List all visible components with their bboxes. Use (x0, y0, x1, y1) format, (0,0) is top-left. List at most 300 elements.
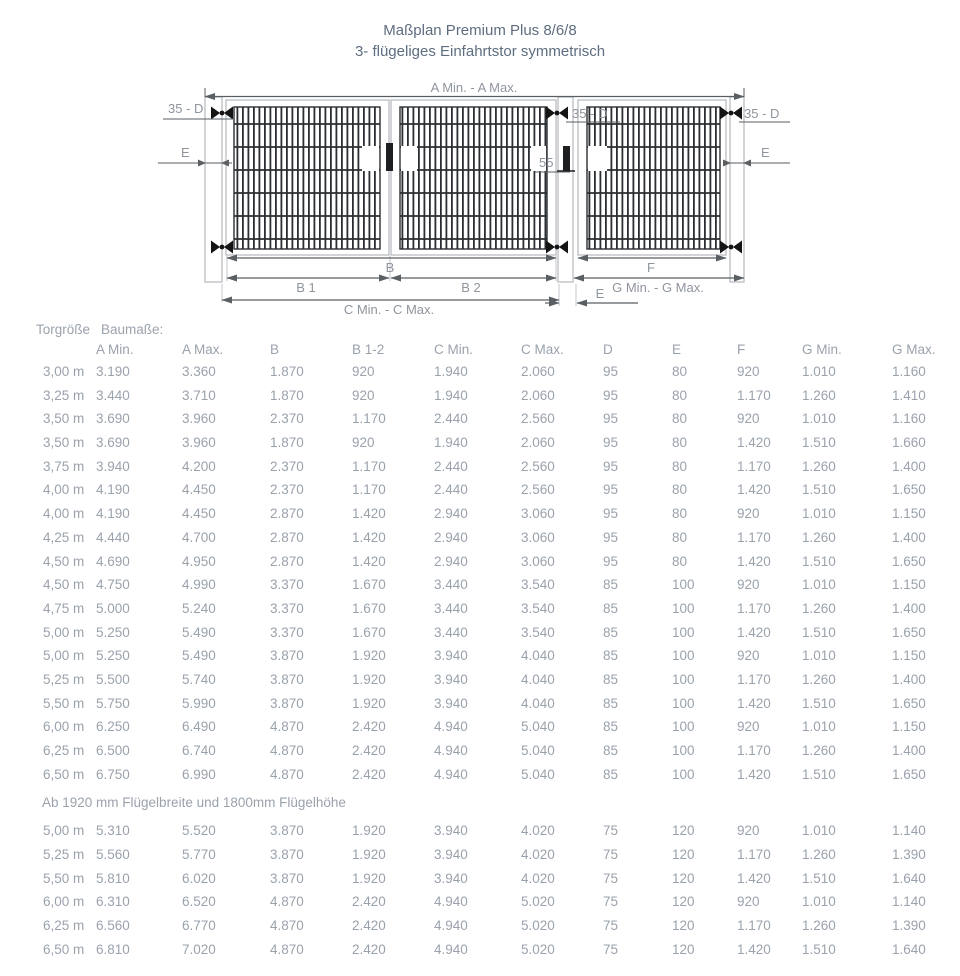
header-cell: C Min. (434, 342, 474, 357)
cell: 80 (672, 458, 688, 474)
dim-label-a: A Min. - A Max. (430, 80, 518, 95)
cell: 95 (603, 458, 619, 474)
cell: 100 (672, 577, 695, 593)
cell: 3.940 (434, 648, 468, 664)
cell: 3.690 (96, 435, 130, 451)
cell: 3.870 (270, 870, 304, 886)
lockbox-notch (588, 146, 607, 171)
cell: 1.140 (892, 823, 926, 839)
cell: 1.400 (892, 600, 926, 616)
cell: 75 (603, 823, 619, 839)
cell: 1.510 (802, 624, 836, 640)
cell: 3.940 (96, 458, 130, 474)
lockbox-notch (401, 146, 417, 171)
table-row (0, 890, 960, 914)
cell: 1.150 (892, 648, 926, 664)
cell: 75 (603, 894, 619, 910)
cell: 80 (672, 482, 688, 498)
cell: 100 (672, 766, 695, 782)
cell: 120 (672, 918, 695, 934)
cell: 85 (603, 766, 619, 782)
cell: 1.920 (352, 823, 386, 839)
cell: 1.170 (737, 600, 771, 616)
cell: 2.420 (352, 894, 386, 910)
dim-label-f: F (647, 260, 655, 275)
cell: 3.960 (182, 435, 216, 451)
cell: 5.040 (521, 719, 555, 735)
cell: 3.060 (521, 529, 555, 545)
cell: 3.690 (96, 411, 130, 427)
cell: 1.170 (737, 458, 771, 474)
cell: 80 (672, 435, 688, 451)
dim-label-e-left: E (181, 145, 190, 160)
cell: 4.700 (182, 529, 216, 545)
cell: 5,25 m (43, 671, 85, 687)
cell: 1.920 (352, 870, 386, 886)
cell: 1.010 (802, 577, 836, 593)
cell: 3.940 (434, 847, 468, 863)
cell: 3.940 (434, 870, 468, 886)
cell: 80 (672, 506, 688, 522)
cell: 1.400 (892, 671, 926, 687)
dim-label-55: 55 (539, 155, 554, 170)
cell: 100 (672, 671, 695, 687)
cell: 95 (603, 411, 619, 427)
cell: 1.160 (892, 364, 926, 379)
cell: 2.440 (434, 411, 468, 427)
table-row (0, 621, 960, 645)
cell: 3.940 (434, 695, 468, 711)
cell: 3.940 (434, 823, 468, 839)
cell: 100 (672, 600, 695, 616)
table-header-group (0, 320, 960, 340)
header-cell: E (672, 342, 682, 357)
table-row (0, 715, 960, 739)
cell: 920 (737, 411, 760, 427)
header-cell: B (270, 342, 280, 357)
cell: 4.020 (521, 823, 555, 839)
cell: 3.540 (521, 624, 555, 640)
cell: 5.250 (96, 648, 130, 664)
cell: 5.020 (521, 941, 555, 957)
cell: 1.650 (892, 553, 926, 569)
cell: 6,50 m (43, 941, 85, 957)
cell: 85 (603, 577, 619, 593)
table-row (0, 502, 960, 526)
cell: 1.150 (892, 577, 926, 593)
cell: 1.660 (892, 435, 926, 451)
cell: 95 (603, 506, 619, 522)
page-subtitle: 3- flügeliges Einfahrtstor symmetrisch (354, 43, 606, 60)
right-post (730, 97, 744, 282)
cell: 1.920 (352, 847, 386, 863)
cell: 1.420 (737, 482, 771, 498)
cell: 1.870 (270, 387, 304, 403)
dim-label-b: B (385, 260, 395, 275)
cell: 4.020 (521, 870, 555, 886)
cell: 1.260 (802, 529, 836, 545)
cell: 4.940 (434, 766, 468, 782)
table-row (0, 668, 960, 692)
cell: 1.010 (802, 719, 836, 735)
cell: 5.310 (96, 823, 130, 839)
cell: 85 (603, 695, 619, 711)
cell: 1.260 (802, 458, 836, 474)
cell: 6,00 m (43, 894, 85, 910)
header-cell: G Max. (892, 342, 936, 357)
cell: 80 (672, 387, 688, 403)
cell: 2.370 (270, 458, 304, 474)
cell: 3.060 (521, 553, 555, 569)
header-cell: B 1-2 (352, 342, 385, 357)
hinge-pin-icon (729, 245, 734, 250)
cell: 4.690 (96, 553, 130, 569)
cell: 1.150 (892, 506, 926, 522)
cell: 4.990 (182, 577, 216, 593)
cell: 1.400 (892, 743, 926, 758)
cell: 120 (672, 823, 695, 839)
cell: 3.940 (434, 671, 468, 687)
cell: 1.170 (737, 671, 771, 687)
table-row (0, 763, 960, 787)
cell: 5.000 (96, 600, 130, 616)
cell: 3.440 (434, 624, 468, 640)
table-row (0, 644, 960, 668)
cell: 80 (672, 411, 688, 427)
cell: 2.560 (521, 482, 555, 498)
cell: 2.420 (352, 719, 386, 735)
cell: 95 (603, 482, 619, 498)
cell: 6,25 m (43, 918, 85, 934)
table-row (0, 819, 960, 843)
cell: 1.420 (737, 695, 771, 711)
cell: 3.870 (270, 823, 304, 839)
cell: 85 (603, 648, 619, 664)
cell: 1.650 (892, 766, 926, 782)
cell: 1.010 (802, 411, 836, 427)
cell: 80 (672, 553, 688, 569)
wing3-mesh (587, 107, 720, 249)
cell: 6.560 (96, 918, 130, 934)
cell: 3.440 (434, 577, 468, 593)
cell: 120 (672, 847, 695, 863)
group-header-label: Baumaße: (101, 322, 164, 337)
cell: 4.940 (434, 719, 468, 735)
cell: 3.710 (182, 387, 216, 403)
cell: 920 (352, 364, 375, 379)
cell: 3,50 m (43, 411, 85, 427)
cell: 1.170 (737, 918, 771, 934)
cell: 100 (672, 695, 695, 711)
cell: 3.540 (521, 577, 555, 593)
cell: 920 (737, 648, 760, 664)
dimension-table (0, 320, 960, 962)
cell: 6.990 (182, 766, 216, 782)
cell: 5.490 (182, 648, 216, 664)
cell: 1.510 (802, 435, 836, 451)
header-cell: A Max. (182, 342, 224, 357)
cell: 2.870 (270, 529, 304, 545)
cell: 4.940 (434, 894, 468, 910)
hinge-pin-icon (220, 111, 225, 116)
lockbox-notch (362, 146, 379, 171)
cell: 2.370 (270, 411, 304, 427)
cell: 3.870 (270, 847, 304, 863)
cell: 1.510 (802, 870, 836, 886)
cell: 5.560 (96, 847, 130, 863)
cell: 4.870 (270, 894, 304, 910)
table-row (0, 843, 960, 867)
table-row (0, 938, 960, 962)
table-row (0, 867, 960, 891)
cell: 5.740 (182, 671, 216, 687)
cell: 1.420 (737, 766, 771, 782)
cell: 3.360 (182, 364, 216, 379)
cell: 1.640 (892, 870, 926, 886)
cell: 1.510 (802, 941, 836, 957)
cell: 5.240 (182, 600, 216, 616)
wing2-mesh (400, 107, 547, 249)
cell: 1.170 (737, 743, 771, 758)
cell: 80 (672, 364, 688, 379)
table-row (0, 478, 960, 502)
cell: 1.260 (802, 387, 836, 403)
cell: 4.190 (96, 482, 130, 498)
table-row (0, 407, 960, 431)
cell: 3.870 (270, 648, 304, 664)
cell: 75 (603, 941, 619, 957)
cell: 75 (603, 918, 619, 934)
cell: 6,50 m (43, 766, 85, 782)
table-row (0, 739, 960, 763)
cell: 1.650 (892, 624, 926, 640)
cell: 3,25 m (43, 387, 85, 403)
cell: 2.560 (521, 411, 555, 427)
row-header-label: Torgröße (36, 322, 91, 337)
page-title: Maßplan Premium Plus 8/6/8 (383, 22, 577, 39)
cell: 2.940 (434, 529, 468, 545)
cell: 4,75 m (43, 600, 85, 616)
cell: 1.390 (892, 918, 926, 934)
cell: 6,25 m (43, 743, 85, 758)
cell: 2.440 (434, 458, 468, 474)
table-row (0, 455, 960, 479)
cell: 4.450 (182, 482, 216, 498)
cell: 6.020 (182, 870, 216, 886)
cell: 1.940 (434, 387, 468, 403)
cell: 1.400 (892, 529, 926, 545)
cell: 4.040 (521, 671, 555, 687)
cell: 920 (737, 506, 760, 522)
cell: 6,00 m (43, 719, 85, 735)
cell: 1.010 (802, 648, 836, 664)
cell: 1.420 (737, 553, 771, 569)
cell: 1.160 (892, 411, 926, 427)
cell: 1.260 (802, 600, 836, 616)
cell: 3.370 (270, 600, 304, 616)
cell: 7.020 (182, 941, 216, 957)
cell: 2.940 (434, 506, 468, 522)
header-cell (0, 340, 96, 360)
cell: 3,50 m (43, 435, 85, 451)
wing1-mesh (234, 107, 380, 249)
cell: 75 (603, 847, 619, 863)
cell: 100 (672, 648, 695, 664)
gate-dimension-diagram (0, 0, 960, 318)
cell: 1.260 (802, 918, 836, 934)
cell: 95 (603, 364, 619, 379)
cell: 6.250 (96, 719, 130, 735)
cell: 4.040 (521, 695, 555, 711)
cell: 5.250 (96, 624, 130, 640)
table-row (0, 914, 960, 938)
cell: 95 (603, 387, 619, 403)
cell: 2.560 (521, 458, 555, 474)
cell: 3.440 (96, 387, 130, 403)
dimension-table-body-2 (0, 819, 960, 961)
cell: 2.420 (352, 918, 386, 934)
cell: 2.060 (521, 435, 555, 451)
header-cell: A Min. (96, 342, 134, 357)
cell: 4.040 (521, 648, 555, 664)
cell: 4.450 (182, 506, 216, 522)
dim-label-35d-right: 35 - D (744, 106, 780, 121)
cell: 5.040 (521, 743, 555, 758)
cell: 85 (603, 624, 619, 640)
table-row (0, 692, 960, 716)
cell: 3,00 m (43, 364, 85, 379)
cell: 1.140 (892, 894, 926, 910)
cell: 100 (672, 624, 695, 640)
cell: 120 (672, 894, 695, 910)
cell: 1.010 (802, 364, 836, 379)
cell: 1.920 (352, 695, 386, 711)
cell: 6.740 (182, 743, 216, 758)
dim-label-b2: B 2 (461, 280, 481, 295)
cell: 1.170 (352, 482, 386, 498)
left-post (205, 97, 222, 282)
cell: 1.510 (802, 766, 836, 782)
table-row (0, 526, 960, 550)
cell: 1.510 (802, 482, 836, 498)
cell: 2.940 (434, 553, 468, 569)
hinge-pin-icon (729, 111, 734, 116)
cell: 1.870 (270, 364, 304, 379)
cell: 5,50 m (43, 870, 85, 886)
cell: 120 (672, 941, 695, 957)
cell: 5,00 m (43, 823, 85, 839)
cell: 4.020 (521, 847, 555, 863)
dim-label-g: G Min. - G Max. (612, 280, 704, 295)
cell: 1.420 (737, 624, 771, 640)
cell: 4.750 (96, 577, 130, 593)
cell: 1.170 (352, 458, 386, 474)
cell: 2.420 (352, 743, 386, 758)
cell: 100 (672, 743, 695, 758)
cell: 1.940 (434, 364, 468, 379)
cell: 1.640 (892, 941, 926, 957)
dim-label-35d-left: 35 - D (168, 101, 204, 116)
cell: 4.200 (182, 458, 216, 474)
cell: 3.060 (521, 506, 555, 522)
cell: 2.370 (270, 482, 304, 498)
dimension-table-body-1 (0, 360, 960, 786)
header-cell: G Min. (802, 342, 842, 357)
hinge-pin-icon (555, 245, 560, 250)
cell: 4.940 (434, 743, 468, 758)
cell: 1.510 (802, 553, 836, 569)
cell: 2.440 (434, 482, 468, 498)
cell: 1.650 (892, 482, 926, 498)
cell: 4,50 m (43, 577, 85, 593)
cell: 5.500 (96, 671, 130, 687)
cell: 95 (603, 529, 619, 545)
cell: 5.520 (182, 823, 216, 839)
cell: 2.870 (270, 506, 304, 522)
cell: 5,00 m (43, 624, 85, 640)
cell: 85 (603, 600, 619, 616)
cell: 95 (603, 435, 619, 451)
center-lock-bar (386, 143, 393, 171)
cell: 1.510 (802, 695, 836, 711)
middle-post (558, 97, 573, 282)
header-cell: D (603, 342, 613, 357)
cell: 920 (737, 577, 760, 593)
dim-label-e-right: E (761, 145, 770, 160)
cell: 2.420 (352, 766, 386, 782)
cell: 3.440 (434, 600, 468, 616)
cell: 1.920 (352, 671, 386, 687)
cell: 1.940 (434, 435, 468, 451)
cell: 3.370 (270, 577, 304, 593)
cell: 5.020 (521, 894, 555, 910)
cell: 1.010 (802, 894, 836, 910)
cell: 5,00 m (43, 648, 85, 664)
cell: 3.370 (270, 624, 304, 640)
cell: 1.170 (737, 387, 771, 403)
cell: 4.440 (96, 529, 130, 545)
cell: 4.940 (434, 941, 468, 957)
cell: 95 (603, 553, 619, 569)
cell: 5.490 (182, 624, 216, 640)
cell: 4.870 (270, 743, 304, 758)
cell: 2.420 (352, 941, 386, 957)
table-row (0, 550, 960, 574)
dim-label-e-bottom: E (595, 286, 605, 301)
cell: 6.520 (182, 894, 216, 910)
cell: 4,00 m (43, 482, 85, 498)
cell: 1.670 (352, 600, 386, 616)
cell: 1.920 (352, 648, 386, 664)
cell: 85 (603, 743, 619, 758)
cell: 3.870 (270, 695, 304, 711)
cell: 2.870 (270, 553, 304, 569)
cell: 3.540 (521, 600, 555, 616)
cell: 1.670 (352, 624, 386, 640)
cell: 4,00 m (43, 506, 85, 522)
cell: 1.420 (352, 553, 386, 569)
cell: 920 (352, 435, 375, 451)
cell: 1.420 (352, 529, 386, 545)
cell: 1.400 (892, 458, 926, 474)
cell: 6.310 (96, 894, 130, 910)
cell: 3.960 (182, 411, 216, 427)
cell: 3,75 m (43, 458, 85, 474)
cell: 1.650 (892, 695, 926, 711)
cell: 1.420 (737, 870, 771, 886)
cell: 5.750 (96, 695, 130, 711)
cell: 6.500 (96, 743, 130, 758)
